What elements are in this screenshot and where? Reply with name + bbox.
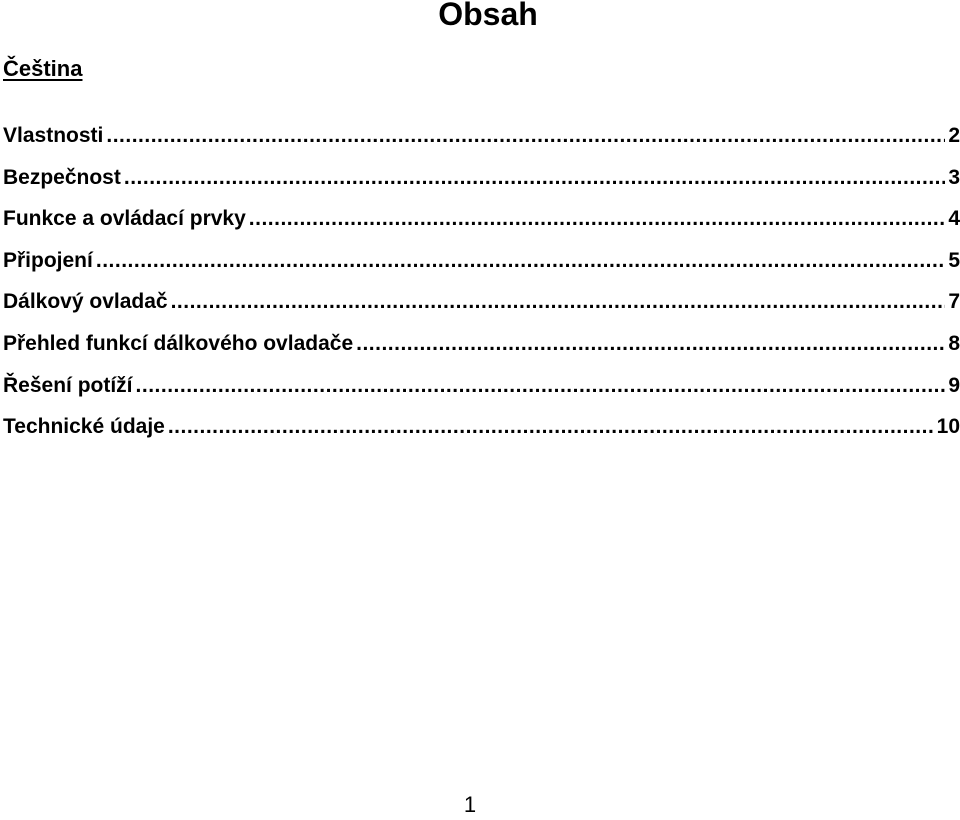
toc-dot-leader xyxy=(124,163,945,193)
toc-entry-page: 5 xyxy=(948,248,960,272)
toc-entry-title: Technické údaje xyxy=(3,415,165,439)
toc-entry[interactable] xyxy=(3,121,960,163)
toc-entry-title: Bezpečnost xyxy=(3,165,121,189)
toc-entry-title: Přehled funkcí dálkového ovladače xyxy=(3,331,354,355)
toc-entry-page: 2 xyxy=(948,124,960,147)
toc-entry[interactable] xyxy=(3,163,960,205)
toc-entry[interactable] xyxy=(3,329,960,371)
toc-entry[interactable] xyxy=(3,204,960,246)
toc-entry[interactable] xyxy=(3,246,960,288)
toc-dot-leader xyxy=(356,329,945,359)
toc-entry[interactable] xyxy=(3,371,960,413)
toc-dot-leader xyxy=(168,412,934,442)
toc-dot-leader xyxy=(106,121,945,151)
toc-entry-title: Řešení potíží xyxy=(3,373,133,397)
toc-entry-page: 8 xyxy=(948,331,960,355)
toc-entry-title: Dálkový ovladač xyxy=(3,290,168,314)
table-of-contents xyxy=(3,121,960,454)
toc-entry-page: 4 xyxy=(948,207,960,231)
page-title: Obsah xyxy=(438,0,538,32)
toc-dot-leader xyxy=(171,287,946,317)
toc-entry[interactable] xyxy=(3,287,960,329)
toc-entry-page: 7 xyxy=(948,290,960,314)
toc-dot-leader xyxy=(96,246,945,276)
toc-entry-title: Vlastnosti xyxy=(3,124,104,147)
toc-entry-page: 3 xyxy=(948,165,960,189)
toc-entry-title: Funkce a ovládací prvky xyxy=(3,207,246,231)
toc-entry-page: 10 xyxy=(936,415,960,439)
toc-entry-page: 9 xyxy=(948,373,960,397)
toc-entry[interactable] xyxy=(3,412,960,454)
page-number: 1 xyxy=(463,792,477,817)
toc-dot-leader xyxy=(249,204,946,234)
language-link-czech[interactable]: Čeština xyxy=(3,56,83,81)
toc-dot-leader xyxy=(136,371,946,401)
toc-entry-title: Připojení xyxy=(3,248,93,272)
